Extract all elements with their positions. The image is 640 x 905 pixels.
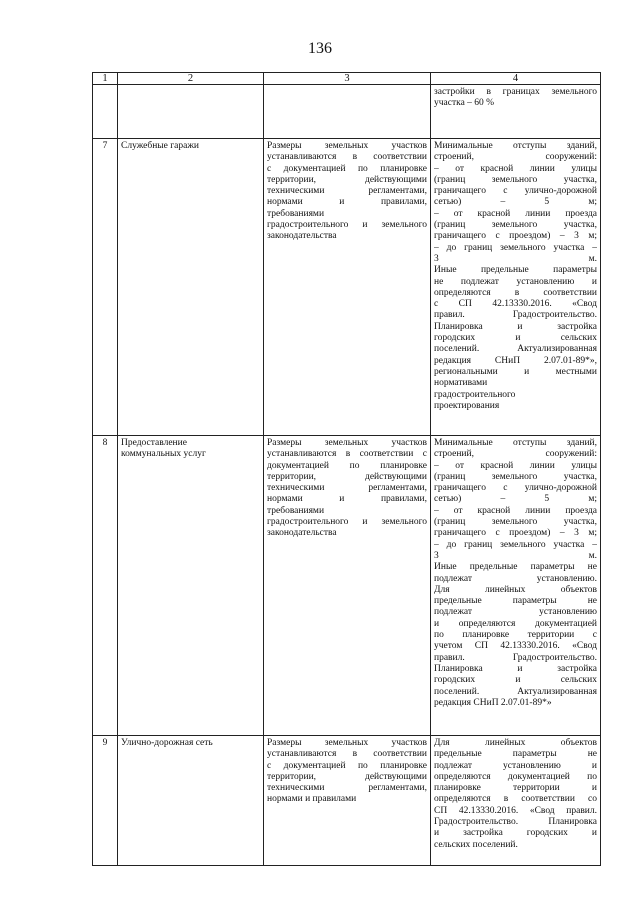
text-line: строений, сооружений: [434, 152, 597, 163]
text-line: Предоставление [121, 438, 187, 448]
column-header: 4 [431, 73, 601, 85]
text-line: Планировка и застройка [434, 321, 597, 332]
text-line: подлежат установлению [434, 607, 597, 618]
text-line: планировке территории и [434, 783, 597, 794]
row-name [118, 436, 264, 736]
text-line: определяются в соответствии [434, 287, 597, 298]
text-line: застройки в границах земельного [434, 87, 597, 97]
text-line: по планировке территории с [434, 630, 597, 641]
row-name [118, 85, 264, 139]
text-line: определяются в соответствии со [434, 794, 597, 805]
text-line: подлежат установлению и [434, 760, 597, 771]
text-line: проектирования [434, 400, 500, 411]
text-line: предельные параметры не [434, 596, 597, 607]
text-line: градостроительного и земельного [267, 220, 427, 231]
text-line: нормами и правилами [267, 794, 357, 805]
text-line: Иные предельные параметры не [434, 562, 597, 573]
text-line: законодательства [267, 528, 337, 539]
text-line: с документацией по планировке [267, 163, 427, 174]
row-number: 7 [93, 139, 118, 436]
row-params [431, 85, 601, 139]
row-sizes [264, 436, 431, 736]
text-line: устанавливаются в соответствии с [267, 449, 427, 460]
row-name [118, 139, 264, 436]
column-header: 3 [264, 73, 431, 85]
text-line: – от красной линии проезда [434, 208, 597, 219]
text-line: – от красной линии проезда [434, 505, 597, 516]
text-line: (границ земельного участка, [434, 517, 597, 528]
text-line: (границ земельного участка, [434, 174, 597, 185]
column-header: 1 [93, 73, 118, 85]
text-line: – до границ земельного участка – [434, 242, 597, 253]
text-line: требованиями [267, 208, 325, 219]
text-line: определяются документацией по [434, 771, 597, 782]
text-line: городских и сельских [434, 333, 597, 344]
text-line: редакция СНиП 2.07.01-89*» [434, 697, 552, 708]
row-sizes [264, 139, 431, 436]
row-params [431, 736, 601, 866]
text-line: региональными и местными [434, 366, 597, 377]
text-line: – от красной линии улицы [434, 460, 597, 471]
text-line: учетом СП 42.13330.2016. «Свод [434, 641, 597, 652]
text-line: градостроительного [434, 389, 516, 400]
text-line: техническими регламентами, [267, 483, 427, 494]
text-line: городских и сельских [434, 675, 597, 686]
text-line: граничащего с проездом) – 3 м; [434, 231, 597, 242]
text-line: Служебные гаражи [121, 141, 199, 151]
column-header: 2 [118, 73, 264, 85]
text-line: СП 42.13330.2016. «Свод правил. [434, 805, 597, 816]
text-line: граничащего с улично-дорожной [434, 483, 597, 494]
table-row [93, 85, 601, 139]
text-line: техническими регламентами, [267, 783, 427, 794]
text-line: нормами и правилами, [267, 494, 427, 505]
text-line: с документацией по планировке [267, 760, 427, 771]
text-line: предельные параметры не [434, 749, 597, 760]
text-line: Размеры земельных участков [267, 141, 427, 151]
text-line: Для линейных объектов [434, 738, 597, 748]
text-line: градостроительного и земельного [267, 517, 427, 528]
text-line: территории, действующими [267, 771, 427, 782]
text-line: территории, действующими [267, 471, 427, 482]
row-params [431, 436, 601, 736]
text-line: Улично-дорожная сеть [121, 738, 213, 748]
text-line: законодательства [267, 231, 337, 242]
text-line: поселений. Актуализированная [434, 344, 597, 355]
text-line: (границ земельного участка, [434, 220, 597, 231]
text-line: строений, сооружений: [434, 449, 597, 460]
text-line: 3 м. [434, 550, 597, 561]
row-number [93, 85, 118, 139]
text-line: граничащего с проездом) – 3 м; [434, 528, 597, 539]
text-line: подлежат установлению. [434, 573, 597, 584]
row-name [118, 736, 264, 866]
text-line: требованиями [267, 505, 325, 516]
row-sizes [264, 736, 431, 866]
text-line: сетью) – 5 м; [434, 197, 597, 208]
text-line: Минимальные отступы зданий, [434, 438, 597, 448]
text-line: граничащего с улично-дорожной [434, 186, 597, 197]
text-line: Планировка и застройка [434, 663, 597, 674]
text-line: нормативами [434, 378, 488, 389]
text-line: устанавливаются в соответствии [267, 152, 427, 163]
table-header-row [93, 73, 601, 85]
table-row [93, 736, 601, 866]
text-line: Размеры земельных участков [267, 438, 427, 448]
text-line: правил. Градостроительство. [434, 652, 597, 663]
text-line: Размеры земельных участков [267, 738, 427, 748]
text-line: и застройка городских и [434, 828, 597, 839]
table-row [93, 139, 601, 436]
text-line: (границ земельного участка, [434, 471, 597, 482]
text-line: техническими регламентами, [267, 186, 427, 197]
text-line: Иные предельные параметры [434, 265, 597, 276]
text-line: сетью) – 5 м; [434, 494, 597, 505]
table-row [93, 436, 601, 736]
text-line: участка – 60 % [434, 98, 495, 109]
text-line: правил. Градостроительство. [434, 310, 597, 321]
text-line: с СП 42.13330.2016. «Свод [434, 299, 597, 310]
text-line: устанавливаются в соответствии [267, 749, 427, 760]
text-line: Для линейных объектов [434, 584, 597, 595]
text-line: территории, действующими [267, 174, 427, 185]
text-line: не подлежат установлению и [434, 276, 597, 287]
text-line: редакция СНиП 2.07.01-89*», [434, 355, 597, 366]
text-line: документацией по планировке [267, 460, 427, 471]
text-line: сельских поселений. [434, 839, 518, 850]
text-line: и определяются документацией [434, 618, 597, 629]
row-params [431, 139, 601, 436]
text-line: – от красной линии улицы [434, 163, 597, 174]
text-line: Минимальные отступы зданий, [434, 141, 597, 151]
text-line: 3 м. [434, 253, 597, 264]
text-line: поселений. Актуализированная [434, 686, 597, 697]
text-line: коммунальных услуг [121, 449, 206, 460]
text-line: Градостроительство. Планировка [434, 817, 597, 828]
text-line: нормами и правилами, [267, 197, 427, 208]
row-sizes [264, 85, 431, 139]
page-number: 136 [308, 40, 332, 57]
row-number: 8 [93, 436, 118, 736]
row-number: 9 [93, 736, 118, 866]
regulations-table [92, 72, 601, 866]
text-line: – до границ земельного участка – [434, 539, 597, 550]
